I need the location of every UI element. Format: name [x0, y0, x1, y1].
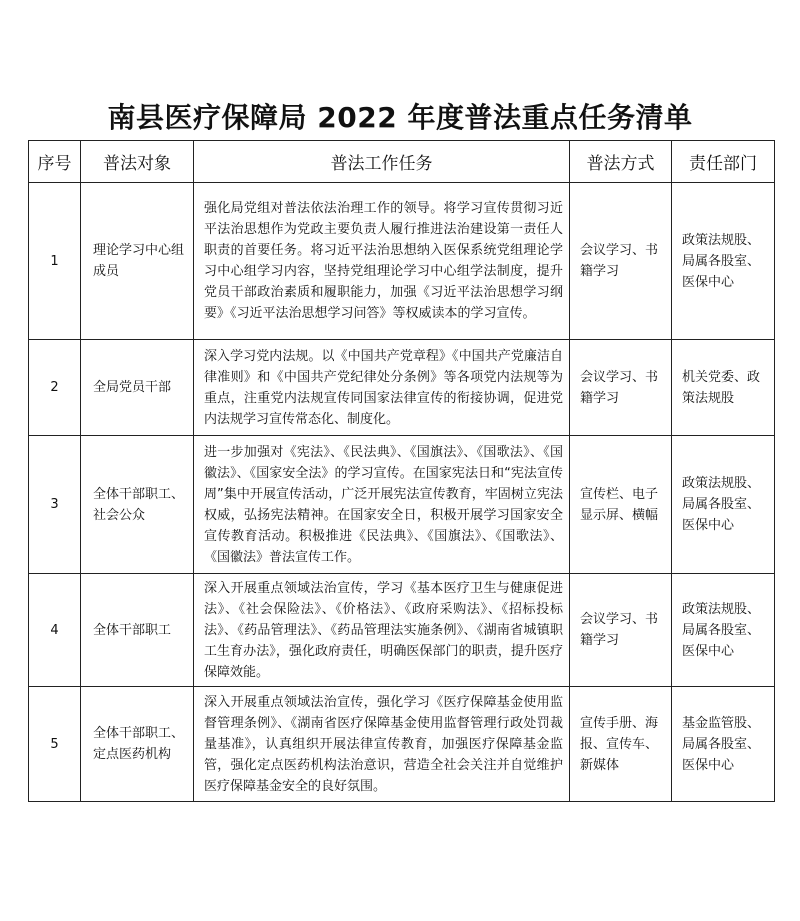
row-task: 深入开展重点领域法治宣传，学习《基本医疗卫生与健康促进法》、《社会保险法》、《价格法》、《政府采购法》、《招标投标法》、《药品管理法》、《药品管理法实施条例》、《湖南省城镇职工生育办法》，强化政府责任，明确医保部门的职责，提升医疗保障效能。 — [194, 574, 570, 687]
row-method: 会议学习、书籍学习 — [570, 574, 672, 687]
table-row — [29, 340, 775, 436]
row-num: 4 — [29, 574, 81, 687]
row-num: 1 — [29, 183, 81, 340]
header-dept: 责任部门 — [672, 141, 775, 183]
row-task: 强化局党组对普法依法治理工作的领导。将学习宣传贯彻习近平法治思想作为党政主要负责人履行推进法治建设第一责任人职责的首要任务。将习近平法治思想纳入医保系统党组理论学习中心组学习内容，坚持党组理论学习中心组学法制度，提升党员干部政治素质和履职能力，加强《习近平法治思想学习纲要》《习近平法治思想学习问答》等权威读本的学习宣传。 — [194, 183, 570, 340]
row-dept: 政策法规股、局属各股室、医保中心 — [672, 183, 775, 340]
table-row — [29, 183, 775, 340]
row-task: 深入开展重点领域法治宣传，强化学习《医疗保障基金使用监督管理条例》、《湖南省医疗保障基金使用监督管理行政处罚裁量基准》，认真组织开展法律宣传教育，加强医疗保障基金监管，强化定点医药机构法治意识，营造全社会关注并自觉维护医疗保障基金安全的良好氛围。 — [194, 687, 570, 802]
row-dept: 基金监管股、局属各股室、医保中心 — [672, 687, 775, 802]
row-dept: 机关党委、政策法规股 — [672, 340, 775, 436]
header-num: 序号 — [29, 141, 81, 183]
table-row — [29, 574, 775, 687]
row-num: 5 — [29, 687, 81, 802]
row-target: 全体干部职工 — [81, 574, 194, 687]
table-row — [29, 436, 775, 574]
row-target: 全局党员干部 — [81, 340, 194, 436]
header-method: 普法方式 — [570, 141, 672, 183]
row-num: 3 — [29, 436, 81, 574]
task-table — [28, 140, 775, 802]
row-method: 宣传栏、电子显示屏、横幅 — [570, 436, 672, 574]
table-row — [29, 687, 775, 802]
row-method: 会议学习、书籍学习 — [570, 340, 672, 436]
header-task: 普法工作任务 — [194, 141, 570, 183]
page-title: 南县医疗保障局 2022 年度普法重点任务清单 — [107, 101, 693, 134]
row-task: 深入学习党内法规。以《中国共产党章程》《中国共产党廉洁自律准则》和《中国共产党纪律处分条例》等各项党内法规等为重点，注重党内法规宣传同国家法律宣传的衔接协调，促进党内法规学习宣传常态化、制度化。 — [194, 340, 570, 436]
row-dept: 政策法规股、局属各股室、医保中心 — [672, 574, 775, 687]
row-target: 理论学习中心组成员 — [81, 183, 194, 340]
row-method: 会议学习、书籍学习 — [570, 183, 672, 340]
header-target: 普法对象 — [81, 141, 194, 183]
row-num: 2 — [29, 340, 81, 436]
row-target: 全体干部职工、定点医药机构 — [81, 687, 194, 802]
row-target: 全体干部职工、社会公众 — [81, 436, 194, 574]
row-method: 宣传手册、海报、宣传车、新媒体 — [570, 687, 672, 802]
table-header-row — [29, 141, 775, 183]
row-dept: 政策法规股、局属各股室、医保中心 — [672, 436, 775, 574]
row-task: 进一步加强对《宪法》、《民法典》、《国旗法》、《国歌法》、《国徽法》、《国家安全法》的学习宣传。在国家宪法日和“宪法宣传周”集中开展宣传活动，广泛开展宪法宣传教育，牢固树立宪法权威，弘扬宪法精神。在国家安全日，积极开展学习国家安全宣传教育活动。积极推进《民法典》、《国旗法》、《国歌法》、《国徽法》普法宣传工作。 — [194, 436, 570, 574]
